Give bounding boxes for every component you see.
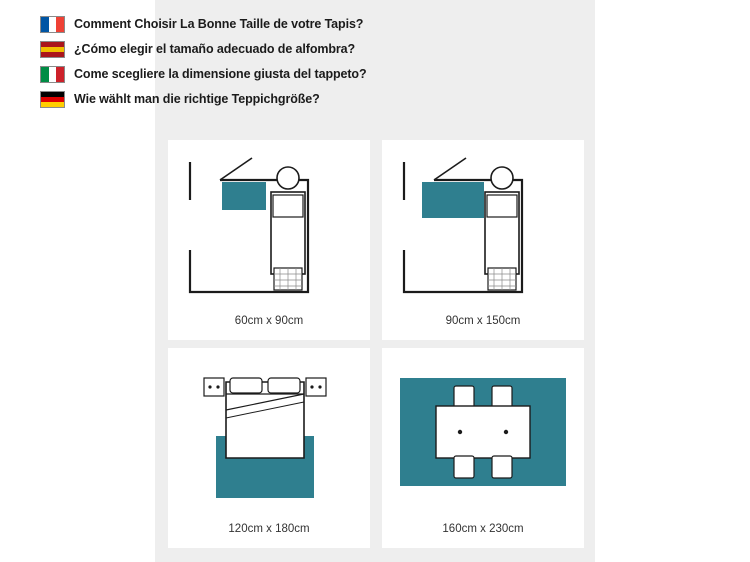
rug-size-caption: 120cm x 180cm — [228, 523, 310, 535]
headline-row-spanish — [40, 37, 440, 61]
diagram-bedroom-double-bed-rug — [168, 348, 370, 516]
nightstand-right — [306, 378, 326, 396]
bed-shape — [485, 167, 519, 290]
rug-size-card-60x90[interactable] — [168, 140, 370, 340]
rug-size-card-120x180[interactable] — [168, 348, 370, 548]
headline-text-german: Wie wählt man die richtige Teppichgröße? — [74, 92, 320, 106]
headline-text-italian: Come scegliere la dimensione giusta del tappeto? — [74, 67, 367, 81]
rug-shape — [222, 182, 266, 210]
headline-list — [0, 12, 440, 112]
chair-bottom-left — [454, 456, 474, 478]
rug-size-card-160x230[interactable] — [382, 348, 584, 548]
flag-germany-icon — [40, 91, 65, 108]
diagram-dining-table-rug — [382, 348, 584, 516]
rug-shape — [422, 182, 484, 218]
diagram-bedroom-single-small-rug — [168, 140, 370, 308]
dining-table-shape — [436, 406, 530, 458]
flag-spain-icon — [40, 41, 65, 58]
nightstand-left — [204, 378, 224, 396]
flag-france-icon — [40, 16, 65, 33]
rug-size-caption: 60cm x 90cm — [234, 315, 304, 327]
chair-bottom-right — [492, 456, 512, 478]
rug-size-card-90x150[interactable] — [382, 140, 584, 340]
headline-row-italian — [40, 62, 440, 86]
headline-text-spanish: ¿Cómo elegir el tamaño adecuado de alfombra? — [74, 42, 356, 56]
chair-top-left — [454, 386, 474, 408]
chair-top-right — [492, 386, 512, 408]
flag-italy-icon — [40, 66, 65, 83]
headline-row-german — [40, 87, 440, 111]
headline-text-french: Comment Choisir La Bonne Taille de votre Tapis? — [74, 17, 364, 31]
headline-row-french — [40, 12, 440, 36]
bed-shape — [271, 167, 305, 290]
rug-size-caption: 90cm x 150cm — [445, 315, 521, 327]
chair-left — [418, 420, 436, 444]
rug-size-caption: 160cm x 230cm — [442, 523, 524, 535]
diagram-bedroom-single-large-rug — [382, 140, 584, 308]
bed-shape — [226, 378, 304, 458]
